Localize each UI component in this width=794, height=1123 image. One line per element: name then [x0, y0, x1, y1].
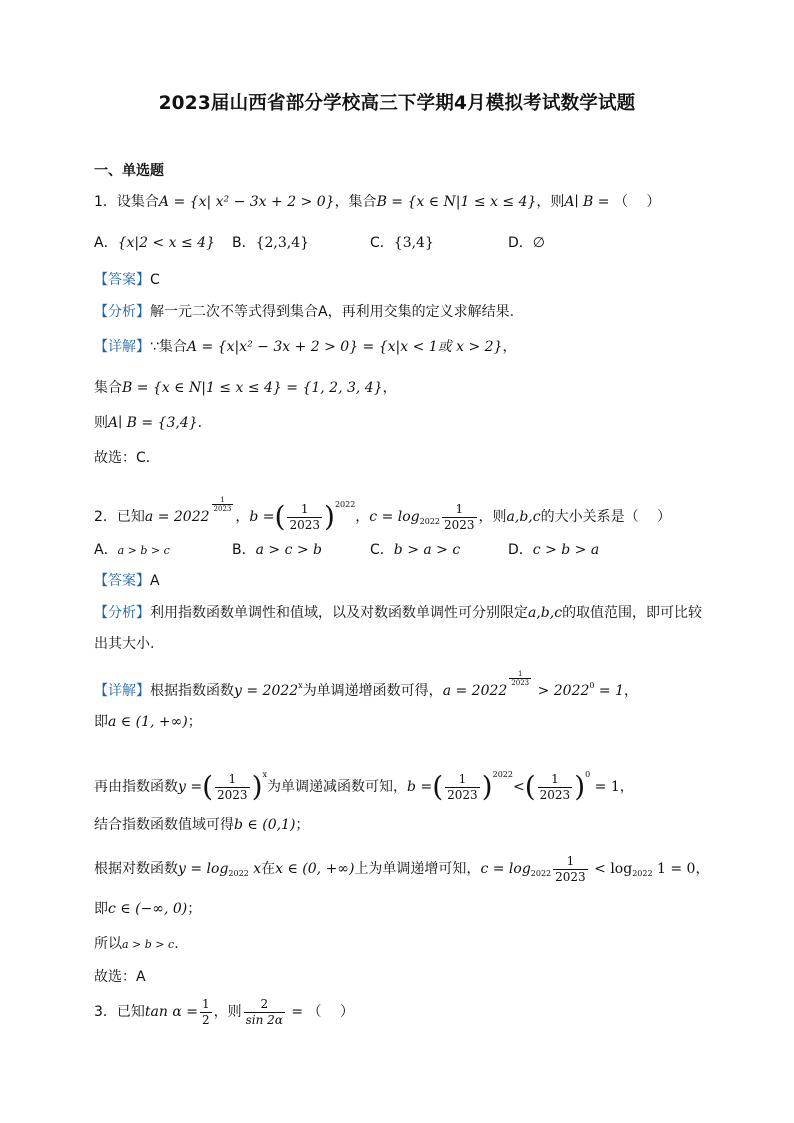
detail-text: . [174, 936, 179, 952]
option-b[interactable] [232, 233, 370, 253]
q2-detail-3 [94, 758, 634, 804]
detail-math: A∣ B = {3,4} [108, 415, 198, 431]
frac-num: 1 [553, 854, 588, 870]
q1-detail-1 [94, 337, 516, 357]
question-text: 设集合 [116, 194, 159, 210]
detail-math: < [512, 779, 525, 795]
q2-detail-1 [94, 670, 638, 701]
question-number: 3． [94, 1004, 117, 1020]
option-label: C． [370, 542, 394, 558]
detail-math: > 2022 [533, 683, 590, 699]
q2-detail-7 [94, 934, 179, 955]
paren: ( [202, 770, 214, 803]
q1-detail-2 [94, 378, 397, 398]
option-text: ∅ [532, 235, 545, 251]
option-label: B． [232, 235, 256, 251]
frac-num: 1 [442, 502, 477, 518]
log-base: 2022 [228, 869, 249, 878]
option-label: D． [508, 235, 533, 251]
fraction [215, 772, 250, 803]
detail-math: x [248, 861, 262, 877]
answer-value: C [150, 272, 160, 288]
q1-options [94, 233, 646, 253]
analysis-text: 利用指数函数单调性和值域，以及对数函数单调性可分别限定 [150, 605, 528, 621]
q2-options [94, 540, 646, 561]
detail-text: ， [624, 683, 639, 699]
option-text: {x|2 < x ≤ 4} [117, 235, 215, 251]
paren: ( [524, 770, 536, 803]
option-text: a > b > c [117, 544, 170, 557]
paren: ( [432, 770, 444, 803]
detail-math: b ∈ (0,1) [234, 817, 296, 833]
c-definition: c = log [369, 509, 420, 525]
paren: ) [574, 770, 586, 803]
exponent: 0 [589, 681, 595, 690]
q2-analysis-2: 出其大小. [94, 636, 155, 652]
option-label: A． [94, 542, 118, 558]
q2-detail-6 [94, 899, 201, 919]
detail-text: 上为单调递增可知， [354, 861, 481, 877]
fraction [538, 772, 573, 803]
question-3 [94, 995, 354, 1029]
answer-tag: 【答案】 [94, 272, 150, 288]
detail-math: b = [407, 779, 433, 795]
frac-den: 2023 [555, 869, 586, 884]
detail-math: = 1 [594, 683, 625, 699]
b-exponent: 2022 [334, 500, 356, 509]
analysis-tag: 【分析】 [94, 304, 150, 320]
q2-conclusion: 故选：A [94, 969, 146, 985]
exp-den: 2023 [511, 679, 530, 687]
q2-detail-5 [94, 852, 709, 891]
exp-den: 2023 [213, 505, 232, 513]
frac-num: 1 [538, 772, 573, 788]
detail-text: . [197, 415, 203, 431]
detail-text: 根据对数函数 [94, 861, 178, 877]
option-text: {3,4} [393, 235, 434, 251]
option-label: D． [508, 542, 533, 558]
detail-text: ∵集合 [150, 339, 187, 355]
c-fraction [442, 502, 477, 533]
paren: ) [324, 500, 335, 533]
detail-text: ； [187, 714, 202, 730]
detail-math: A = {x|x² − 3x + 2 > 0} = {x|x < 1或 x > 2} [186, 339, 503, 355]
q1-detail-3 [94, 413, 202, 433]
option-c[interactable] [370, 540, 508, 560]
tan-expr: tan α = [144, 1004, 198, 1020]
frac-num: 1 [215, 772, 250, 788]
exponent: 2022 [492, 770, 513, 779]
frac-num: 2 [244, 997, 285, 1013]
detail-text: ； [295, 817, 310, 833]
question-text: ，则 [213, 1004, 242, 1020]
detail-math: B = {x ∈ N|1 ≤ x ≤ 4} = {1, 2, 3, 4} [122, 380, 383, 396]
option-label: C． [370, 235, 394, 251]
analysis-text: 的取值范围，即可比较 [562, 605, 703, 621]
section-heading: 一、单选题 [94, 163, 164, 179]
detail-text: 即 [94, 714, 108, 730]
answer-value: A [150, 573, 160, 589]
detail-math: c = log [480, 861, 531, 877]
b-definition: b = [249, 509, 275, 525]
frac-den: 2023 [289, 517, 320, 532]
option-text: c > b > a [532, 542, 600, 558]
detail-text: ； [187, 901, 202, 917]
detail-text: 集合 [94, 380, 122, 396]
detail-tag: 【详解】 [94, 683, 150, 699]
detail-text: ， [382, 380, 397, 396]
detail-math: < log [589, 861, 633, 877]
fraction [445, 772, 480, 803]
fraction [553, 854, 588, 885]
option-b[interactable] [232, 540, 370, 560]
variables: a,b,c [506, 509, 541, 525]
target-fraction [244, 997, 285, 1028]
detail-tag: 【详解】 [94, 339, 150, 355]
exp-num: 1 [212, 496, 234, 505]
frac-den: sin 2α [245, 1012, 283, 1027]
log-base: 2022 [632, 869, 653, 878]
option-label: A． [94, 235, 118, 251]
question-text: ， [355, 509, 370, 525]
question-number: 1． [94, 194, 117, 210]
question-text: ，集合 [334, 194, 377, 210]
detail-math: = 1 [590, 779, 620, 795]
frac-den: 2023 [444, 517, 475, 532]
a-definition: a = 2022 [144, 509, 210, 525]
detail-math: a ∈ (1, +∞) [108, 714, 188, 730]
exponent: x [262, 770, 268, 779]
detail-math: x ∈ (0, +∞) [275, 861, 355, 877]
paren: ) [251, 770, 263, 803]
detail-math: y = [178, 779, 203, 795]
detail-text: 为单调递减函数可知， [267, 779, 408, 795]
exponent: 0 [585, 770, 591, 779]
exponent-fraction [509, 670, 531, 687]
frac-den: 2 [202, 1012, 210, 1027]
exp-num: 1 [509, 670, 531, 679]
question-2 [94, 488, 671, 539]
detail-math: y = 2022 [234, 683, 299, 699]
log-base: 2022 [530, 869, 552, 878]
question-1 [94, 192, 660, 212]
detail-math: 1 = 0 [652, 861, 696, 877]
analysis-text: 解一元二次不等式得到集合A，再利用交集的定义求解结果. [150, 304, 515, 320]
option-a[interactable] [94, 233, 232, 253]
detail-text: ， [695, 861, 710, 877]
detail-text: ， [502, 339, 517, 355]
detail-text: 在 [261, 861, 276, 877]
q2-detail-4 [94, 815, 309, 835]
detail-math: y = log [178, 861, 229, 877]
option-text: {2,3,4} [255, 235, 310, 251]
set-b: B = {x ∈ N|1 ≤ x ≤ 4} [376, 194, 537, 210]
set-a: A = {x| x² − 3x + 2 > 0} [158, 194, 335, 210]
option-d[interactable] [508, 233, 646, 253]
question-text: 已知 [116, 509, 145, 525]
paren: ) [481, 770, 493, 803]
variables: a,b,c [528, 605, 563, 621]
question-text: 已知 [116, 1004, 145, 1020]
detail-text: 再由指数函数 [94, 779, 178, 795]
detail-text: 即 [94, 901, 108, 917]
frac-den: 2023 [539, 787, 571, 802]
detail-text: 结合指数函数值域可得 [94, 817, 234, 833]
detail-text: 根据指数函数 [150, 683, 234, 699]
detail-text: 所以 [94, 936, 122, 952]
exponent: x [298, 681, 303, 690]
frac-num: 1 [202, 996, 210, 1011]
page-title: 2023届山西省部分学校高三下学期4月模拟考试数学试题 [158, 93, 636, 114]
answer-tag: 【答案】 [94, 573, 150, 589]
detail-math: c ∈ (−∞, 0) [108, 901, 188, 917]
question-text: 的大小关系是（ ） [540, 509, 672, 525]
question-number: 2． [94, 509, 117, 525]
q1-analysis [94, 302, 514, 322]
q2-answer [94, 571, 160, 591]
detail-math: a = 2022 [442, 683, 508, 699]
question-text: ，则 [536, 194, 565, 210]
question-text: = （ ） [593, 194, 661, 210]
option-c[interactable] [370, 233, 508, 253]
q2-analysis-1 [94, 603, 702, 623]
question-text: = （ ） [286, 1004, 355, 1020]
frac-den: 2023 [447, 787, 478, 802]
a-exponent [212, 496, 234, 513]
q1-answer [94, 270, 160, 290]
frac-den: 2023 [217, 787, 248, 802]
frac-num: 1 [287, 502, 322, 518]
option-text: a > c > b [255, 542, 323, 558]
b-fraction [287, 502, 322, 533]
option-label: B． [232, 542, 256, 558]
frac-num: 1 [445, 772, 480, 788]
detail-text: ， [619, 779, 634, 795]
paren: ( [274, 500, 286, 533]
question-text: ，则 [478, 509, 507, 525]
detail-text: 为单调递增函数可得， [302, 683, 443, 699]
detail-math: a > b > c [122, 938, 175, 951]
analysis-tag: 【分析】 [94, 605, 150, 621]
option-a[interactable] [94, 540, 232, 561]
option-d[interactable] [508, 540, 646, 560]
tan-fraction [200, 997, 212, 1028]
question-text: ， [235, 509, 250, 525]
option-text: b > a > c [393, 542, 461, 558]
detail-text: 则 [94, 415, 108, 431]
c-base: 2022 [419, 517, 440, 526]
q1-conclusion: 故选：C． [94, 450, 160, 466]
intersection-expr: A∣ B [564, 194, 594, 210]
q2-detail-2 [94, 712, 202, 732]
